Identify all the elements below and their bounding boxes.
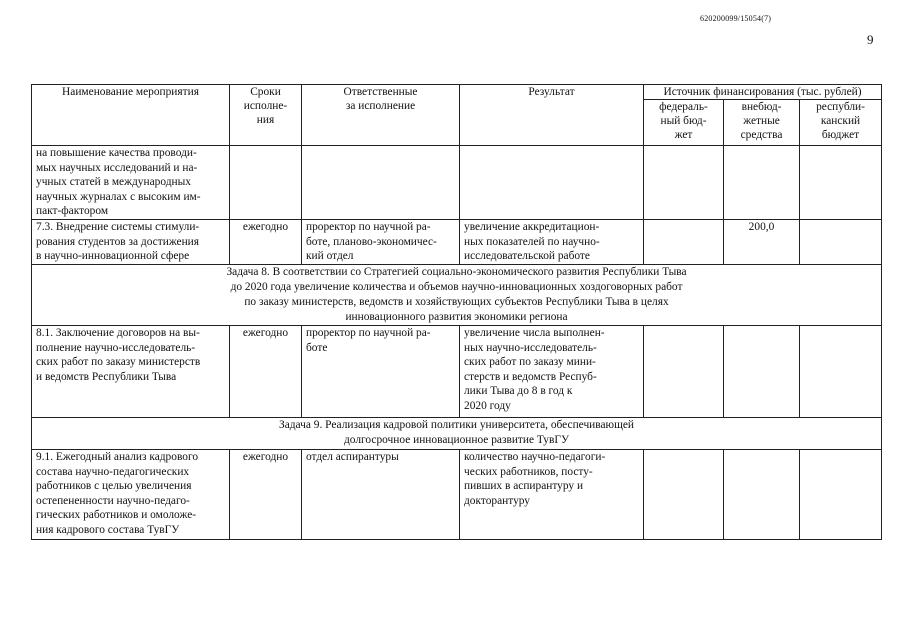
table-row <box>32 449 882 539</box>
table-row <box>32 219 882 264</box>
republic-budget-cell <box>800 325 882 417</box>
header-responsible: Ответственные за исполнение <box>302 85 460 146</box>
header-row-1 <box>32 85 882 100</box>
page-number: 9 <box>867 32 874 47</box>
federal-budget-cell <box>644 146 724 220</box>
document-id: 620200099/15054(7) <box>700 14 772 23</box>
header-deadline: Сроки исполне- ния <box>230 85 302 146</box>
header-financing: Источник финансирования (тыс. рублей) <box>644 85 882 100</box>
deadline-cell: ежегодно <box>230 325 302 417</box>
responsible-cell: проректор по научной ра- боте <box>302 325 460 417</box>
header-name: Наименование мероприятия <box>32 85 230 146</box>
activity-name: 8.1. Заключение договоров на вы- полнение научно-исследователь- ских работ по заказу министерств и ведомств Республики Тыва <box>32 325 230 417</box>
federal-budget-cell <box>644 449 724 539</box>
deadline-cell <box>230 146 302 220</box>
header-republic: республи- канский бюджет <box>800 100 882 146</box>
extrabudget-cell <box>724 449 800 539</box>
republic-budget-cell <box>800 449 882 539</box>
table-row <box>32 146 882 220</box>
extrabudget-cell: 200,0 <box>724 219 800 264</box>
activity-name: 7.3. Внедрение системы стимули- рования студентов за достижения в научно-инновационной сфере <box>32 219 230 264</box>
plan-table <box>31 84 882 540</box>
activity-name: 9.1. Ежегодный анализ кадрового состава научно-педагогических работников с целью увеличения остепененности научно-педаго- гических работников и омоложе- ния кадрового состава ТувГУ <box>32 449 230 539</box>
task-row <box>32 264 882 325</box>
responsible-cell <box>302 146 460 220</box>
result-cell: увеличение аккредитацион- ных показателей по научно- исследовательской работе <box>460 219 644 264</box>
result-cell <box>460 146 644 220</box>
republic-budget-cell <box>800 146 882 220</box>
republic-budget-cell <box>800 219 882 264</box>
deadline-cell: ежегодно <box>230 449 302 539</box>
responsible-cell: отдел аспирантуры <box>302 449 460 539</box>
header-result: Результат <box>460 85 644 146</box>
result-cell: увеличение числа выполнен- ных научно-исследователь- ских работ по заказу мини- стерств и ведомств Респуб- лики Тыва до 8 в год к 2020 году <box>460 325 644 417</box>
extrabudget-cell <box>724 325 800 417</box>
task-heading: Задача 8. В соответствии со Стратегией социально-экономического развития Республики Тыва до 2020 года увеличение количества и объемов научно-инновационных хоздоговорных работ по заказу министерств, ведомств и хозяйствующих субъектов Республики Тыва в целях инновационного развития экономики региона <box>32 264 882 325</box>
result-cell: количество научно-педагоги- ческих работников, посту- пивших в аспирантуру и докторантуру <box>460 449 644 539</box>
task-row <box>32 417 882 449</box>
extrabudget-cell <box>724 146 800 220</box>
activity-name: на повышение качества проводи- мых научных исследований и на- учных статей в международных научных журналах с высоким им- пакт-фактором <box>32 146 230 220</box>
deadline-cell: ежегодно <box>230 219 302 264</box>
table-row <box>32 325 882 417</box>
header-extrabudget: внебюд- жетные средства <box>724 100 800 146</box>
federal-budget-cell <box>644 325 724 417</box>
task-heading: Задача 9. Реализация кадровой политики университета, обеспечивающей долгосрочное инновационное развитие ТувГУ <box>32 417 882 449</box>
federal-budget-cell <box>644 219 724 264</box>
responsible-cell: проректор по научной ра- боте, планово-экономичес- кий отдел <box>302 219 460 264</box>
header-federal: федераль- ный бюд- жет <box>644 100 724 146</box>
